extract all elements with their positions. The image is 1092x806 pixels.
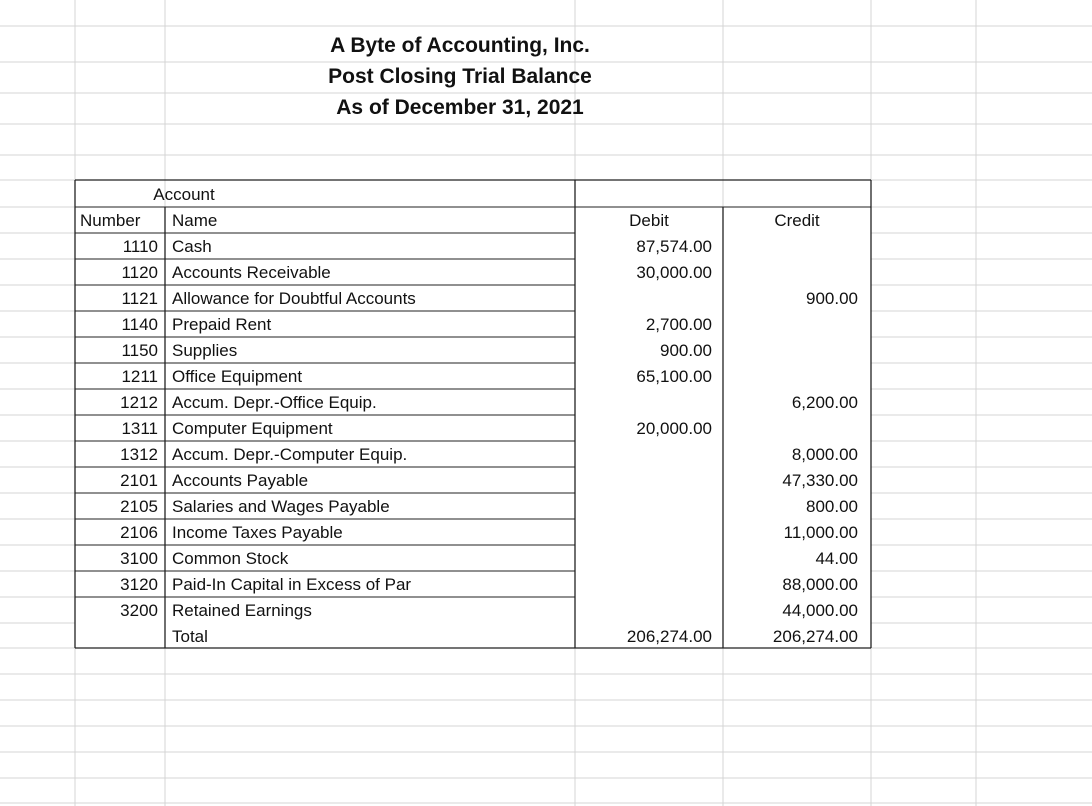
total-credit: 206,274.00	[772, 627, 858, 646]
account-number: 2105	[120, 497, 158, 516]
account-number: 3120	[120, 575, 158, 594]
account-name: Retained Earnings	[172, 601, 312, 620]
total-label: Total	[172, 627, 208, 646]
account-name: Salaries and Wages Payable	[172, 497, 390, 516]
credit-amount: 88,000.00	[782, 575, 858, 594]
credit-amount: 900.00	[806, 289, 858, 308]
account-number: 1212	[120, 393, 158, 412]
report-date: As of December 31, 2021	[336, 96, 584, 119]
account-name: Accum. Depr.-Computer Equip.	[172, 445, 408, 464]
header-debit: Debit	[629, 211, 669, 230]
account-number: 2101	[120, 471, 158, 490]
account-number: 1121	[121, 289, 158, 308]
account-name: Supplies	[172, 341, 238, 360]
credit-amount: 800.00	[806, 497, 858, 516]
header-number: Number	[80, 211, 141, 230]
account-name: Office Equipment	[172, 367, 303, 386]
debit-amount: 30,000.00	[636, 263, 712, 282]
credit-amount: 44,000.00	[782, 601, 858, 620]
account-number: 1140	[121, 315, 158, 334]
header-account: Account	[153, 185, 215, 204]
account-number: 1150	[121, 341, 158, 360]
debit-amount: 900.00	[660, 341, 712, 360]
account-number: 1110	[122, 237, 158, 256]
credit-amount: 44.00	[815, 549, 858, 568]
debit-amount: 87,574.00	[636, 237, 712, 256]
account-number: 2106	[120, 523, 158, 542]
account-name: Income Taxes Payable	[172, 523, 343, 542]
account-name: Allowance for Doubtful Accounts	[172, 289, 416, 308]
account-name: Prepaid Rent	[172, 315, 272, 334]
credit-amount: 47,330.00	[782, 471, 858, 490]
header-credit: Credit	[774, 211, 820, 230]
account-number: 1120	[121, 263, 158, 282]
company-name: A Byte of Accounting, Inc.	[330, 34, 590, 57]
account-name: Accum. Depr.-Office Equip.	[172, 393, 377, 412]
account-name: Cash	[172, 237, 212, 256]
account-name: Accounts Receivable	[172, 263, 331, 282]
debit-amount: 2,700.00	[645, 315, 712, 334]
account-name: Paid-In Capital in Excess of Par	[172, 575, 412, 594]
total-debit: 206,274.00	[626, 627, 712, 646]
account-number: 1312	[120, 445, 158, 464]
debit-amount: 65,100.00	[636, 367, 712, 386]
credit-amount: 8,000.00	[791, 445, 858, 464]
report-title: Post Closing Trial Balance	[328, 65, 592, 88]
account-name: Computer Equipment	[172, 419, 333, 438]
account-number: 1311	[121, 419, 158, 438]
account-name: Common Stock	[172, 549, 289, 568]
account-number: 3200	[120, 601, 158, 620]
debit-amount: 20,000.00	[636, 419, 712, 438]
credit-amount: 11,000.00	[783, 523, 858, 542]
account-name: Accounts Payable	[172, 471, 309, 490]
credit-amount: 6,200.00	[791, 393, 858, 412]
header-name: Name	[172, 211, 218, 230]
account-number: 3100	[120, 549, 158, 568]
account-number: 1211	[121, 367, 158, 386]
